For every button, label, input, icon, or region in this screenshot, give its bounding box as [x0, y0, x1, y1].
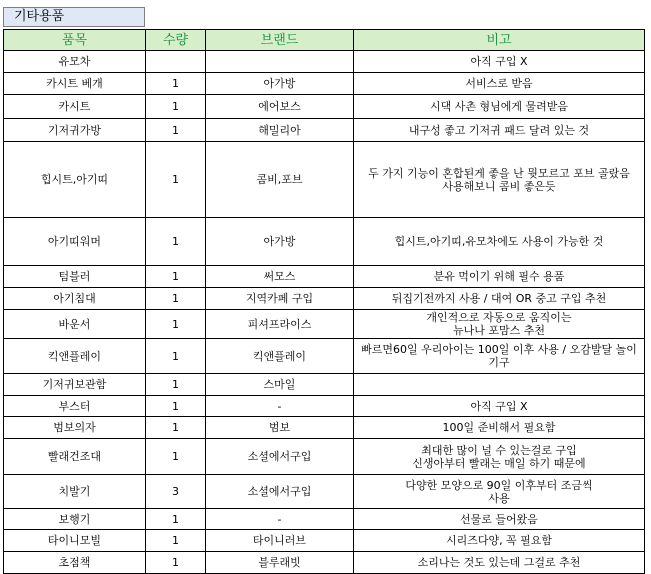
header-qty[interactable]: 수량 — [146, 30, 206, 51]
brand-cell[interactable] — [206, 51, 354, 73]
table-row — [4, 310, 645, 339]
qty-cell[interactable]: 3 — [146, 475, 206, 509]
item-cell[interactable]: 보행기 — [4, 509, 146, 530]
header-brand[interactable]: 브랜드 — [206, 30, 354, 51]
table-row — [4, 552, 645, 574]
item-cell[interactable]: 힙시트,아기띠 — [4, 142, 146, 218]
table-row — [4, 417, 645, 439]
note-cell[interactable]: 뒤집기전까지 사용 / 대여 OR 중고 구입 추천 — [354, 288, 645, 310]
brand-cell[interactable]: 아가방 — [206, 73, 354, 95]
item-cell[interactable]: 치발기 — [4, 475, 146, 509]
qty-cell[interactable]: 1 — [146, 119, 206, 142]
brand-cell[interactable]: 써모스 — [206, 266, 354, 288]
qty-cell[interactable]: 1 — [146, 374, 206, 396]
qty-cell[interactable]: 1 — [146, 73, 206, 95]
qty-cell[interactable]: 1 — [146, 339, 206, 374]
qty-cell[interactable]: 1 — [146, 95, 206, 119]
note-cell[interactable]: 힙시트,아기띠,유모차에도 사용이 가능한 것 — [354, 218, 645, 266]
item-cell[interactable]: 텀블러 — [4, 266, 146, 288]
brand-cell[interactable]: 범보 — [206, 417, 354, 439]
brand-cell[interactable]: 피셔프라이스 — [206, 310, 354, 339]
item-cell[interactable]: 범보의자 — [4, 417, 146, 439]
table-row — [4, 374, 645, 396]
brand-cell[interactable]: 지역카페 구입 — [206, 288, 354, 310]
header-item[interactable]: 품목 — [4, 30, 146, 51]
note-cell[interactable]: 시댁 사촌 형님에게 물려받음 — [354, 95, 645, 119]
qty-cell[interactable]: 1 — [146, 509, 206, 530]
item-cell[interactable]: 기저귀가방 — [4, 119, 146, 142]
brand-cell[interactable]: 해밀리아 — [206, 119, 354, 142]
brand-cell[interactable]: 타이니러브 — [206, 530, 354, 552]
note-cell[interactable]: 내구성 좋고 기저귀 패드 달려 있는 것 — [354, 119, 645, 142]
note-cell[interactable]: 개인적으로 자동으로 움직이는 뉴나나 포맘스 추천 — [354, 310, 645, 339]
table-row — [4, 396, 645, 417]
item-cell[interactable]: 카시트 베개 — [4, 73, 146, 95]
brand-cell[interactable]: 소셜에서구입 — [206, 439, 354, 475]
note-cell[interactable]: 아직 구입 X — [354, 51, 645, 73]
item-cell[interactable]: 빨래건조대 — [4, 439, 146, 475]
item-cell[interactable]: 바운서 — [4, 310, 146, 339]
note-cell[interactable]: 선물로 들어왔음 — [354, 509, 645, 530]
qty-cell[interactable]: 1 — [146, 266, 206, 288]
brand-cell[interactable]: 스마일 — [206, 374, 354, 396]
qty-cell[interactable]: 1 — [146, 310, 206, 339]
note-cell[interactable]: 100일 준비해서 필요함 — [354, 417, 645, 439]
item-cell[interactable]: 카시트 — [4, 95, 146, 119]
item-cell[interactable]: 기저귀보관함 — [4, 374, 146, 396]
qty-cell[interactable]: 1 — [146, 396, 206, 417]
item-cell[interactable]: 아기띠워머 — [4, 218, 146, 266]
table-row — [4, 475, 645, 509]
table-row — [4, 339, 645, 374]
brand-cell[interactable]: - — [206, 396, 354, 417]
table-row — [4, 439, 645, 475]
brand-cell[interactable]: 에어보스 — [206, 95, 354, 119]
item-cell[interactable]: 초점책 — [4, 552, 146, 574]
qty-cell[interactable]: 1 — [146, 417, 206, 439]
note-cell[interactable]: 두 가지 기능이 혼합된게 좋을 난 뭣모르고 포브 골랐음 사용해보니 콤비 좋은듯 — [354, 142, 645, 218]
brand-cell[interactable]: - — [206, 509, 354, 530]
note-cell[interactable]: 분유 먹이기 위해 필수 용품 — [354, 266, 645, 288]
item-cell[interactable]: 부스터 — [4, 396, 146, 417]
qty-cell[interactable] — [146, 51, 206, 73]
note-cell[interactable]: 빠르면60일 우리아이는 100일 이후 사용 / 오감발달 놀이 기구 — [354, 339, 645, 374]
brand-cell[interactable]: 소셜에서구입 — [206, 475, 354, 509]
brand-cell[interactable]: 블루래빗 — [206, 552, 354, 574]
qty-cell[interactable]: 1 — [146, 439, 206, 475]
table-row — [4, 266, 645, 288]
table-row — [4, 51, 645, 73]
qty-cell[interactable]: 1 — [146, 142, 206, 218]
note-cell[interactable]: 소리나는 것도 있는데 그걸로 추천 — [354, 552, 645, 574]
table-row — [4, 530, 645, 552]
header-row — [4, 30, 645, 51]
brand-cell[interactable]: 아가방 — [206, 218, 354, 266]
supplies-table — [3, 29, 645, 574]
item-cell[interactable]: 유모차 — [4, 51, 146, 73]
item-cell[interactable]: 아기침대 — [4, 288, 146, 310]
qty-cell[interactable]: 1 — [146, 552, 206, 574]
note-cell[interactable]: 최대한 많이 널 수 있는걸로 구입 신생아부터 빨래는 매일 하기 때문에 — [354, 439, 645, 475]
header-note[interactable]: 비고 — [354, 30, 645, 51]
qty-cell[interactable]: 1 — [146, 218, 206, 266]
brand-cell[interactable]: 킥앤플레이 — [206, 339, 354, 374]
table-row — [4, 142, 645, 218]
table-row — [4, 509, 645, 530]
note-cell[interactable]: 아직 구입 X — [354, 396, 645, 417]
table-row — [4, 95, 645, 119]
table-row — [4, 119, 645, 142]
item-cell[interactable]: 킥앤플레이 — [4, 339, 146, 374]
table-row — [4, 73, 645, 95]
note-cell[interactable] — [354, 374, 645, 396]
qty-cell[interactable]: 1 — [146, 288, 206, 310]
brand-cell[interactable]: 콤비,포브 — [206, 142, 354, 218]
qty-cell[interactable]: 1 — [146, 530, 206, 552]
sheet-title[interactable]: 기타용품 — [3, 7, 145, 27]
item-cell[interactable]: 타이니모빌 — [4, 530, 146, 552]
note-cell[interactable]: 서비스로 받음 — [354, 73, 645, 95]
note-cell[interactable]: 다양한 모양으로 90일 이후부터 조금씩 사용 — [354, 475, 645, 509]
table-row — [4, 218, 645, 266]
table-row — [4, 288, 645, 310]
note-cell[interactable]: 시리즈다양, 꼭 필요함 — [354, 530, 645, 552]
